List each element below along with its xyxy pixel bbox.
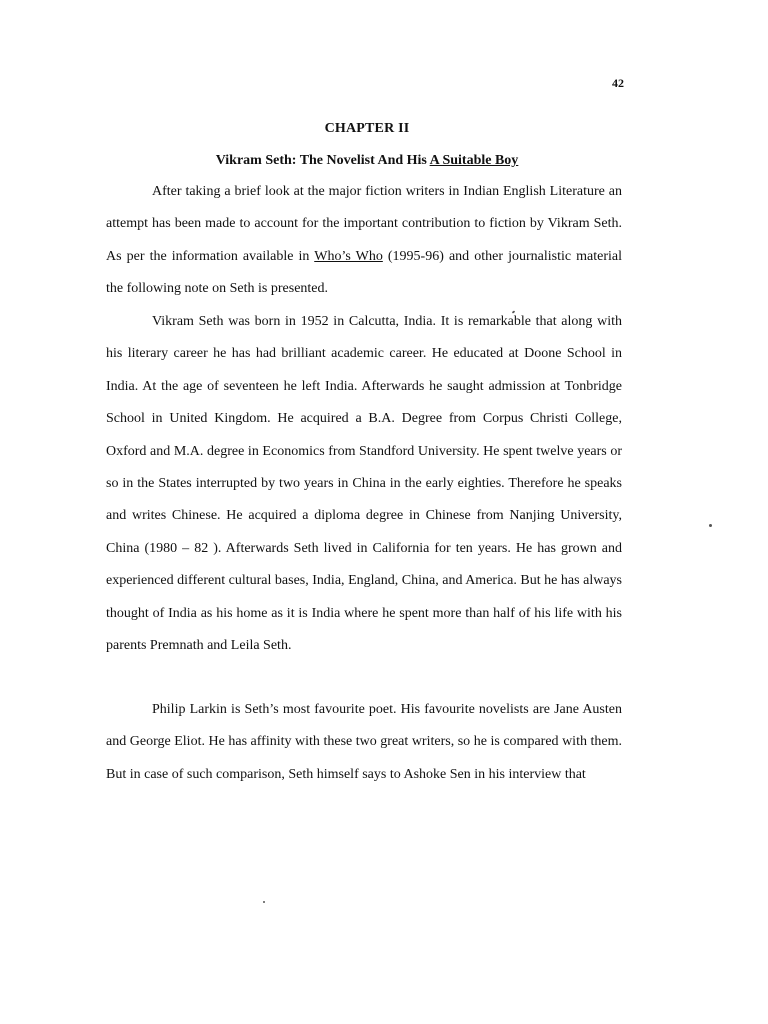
paragraph-1-part-2: (1995-96) and other journalistic material the following note on Seth is presented. <box>106 248 623 297</box>
paragraph-2 <box>106 306 622 662</box>
subtitle-prefix: Vikram Seth: The Novelist And His <box>215 153 430 168</box>
paragraph-2-text: Vikram Seth was born in 1952 in Calcutta, India. It is remarkable that along with his literary career he has had brilliant academic career. He educated at Doone School in India. At the age of seventeen he left India. Afterwards he saught admission at Tonbridge School in United Kingdom. He acquired a B.A. Degree from Corpus Christi College, Oxford and M.A. degree in Economics from Standford University. He spent twelve years or so in the States interrupted by two years in China in the early eighties. Therefore he speaks and writes Chinese. He acquired a diploma degree in Chinese from Nanjing University, China (1980 – 82 ). Afterwards Seth lived in California for ten years. He has grown and experienced different cultural bases, India, England, China, and America. But he has always thought of India as his home as it is India where he spent more than half of his life with his parents Premnath and Leila Seth. <box>106 314 622 654</box>
chapter-heading: CHAPTER II <box>324 121 410 136</box>
paragraph-3 <box>106 694 622 791</box>
chapter-subtitle <box>0 153 734 169</box>
paragraph-1-part-1: After taking a brief look at the major fiction writers in Indian English Literature an attempt has been made to account for the important contribution to fiction by Vikram Seth. As per the information available in <box>106 184 622 264</box>
paragraph-1 <box>106 176 622 306</box>
page-number: 42 <box>612 76 624 90</box>
paragraph-3-text: Philip Larkin is Seth’s most favourite poet. His favourite novelists are Jane Austen and George Eliot. He has affinity with these two great writers, so he is compared with them. But in case of such comparison, Seth himself says to Ashoke Sen in his interview that <box>106 702 622 782</box>
scan-speck <box>709 524 712 527</box>
whos-who-reference: Who’s Who <box>314 248 383 264</box>
scan-speck <box>263 901 265 903</box>
book-title: A Suitable Boy <box>429 153 519 168</box>
